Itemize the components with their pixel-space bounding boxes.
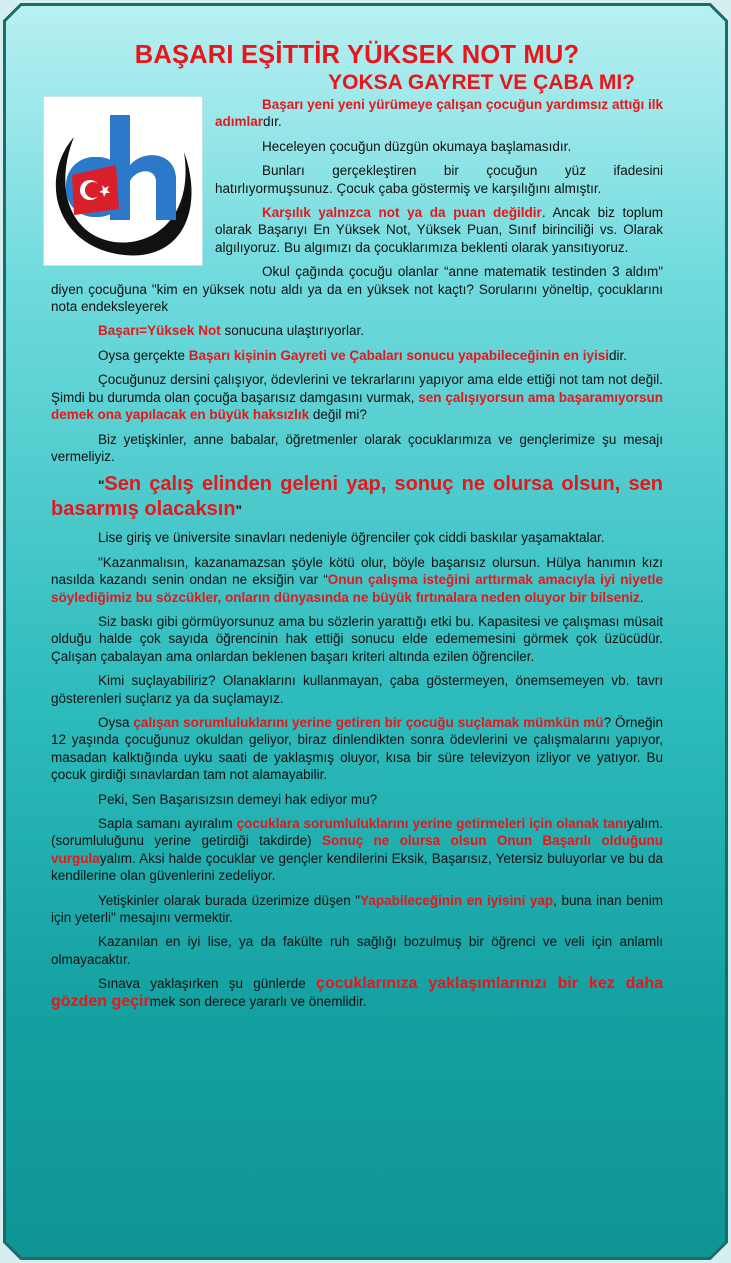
paragraph-4: Karşılık yalnızca not ya da puan değildir. Ancak biz toplum olarak Başarıyı En Yüksek Not, Yüksek Puan, Sınıf birinciliği vs. Olarak algılıyoruz. Bu algımızı da çocuklarımıza beklenti olarak yansıtıyoruz. [215, 205, 663, 255]
paragraph-13: Siz baskı gibi görmüyorsunuz ama bu sözlerin yarattığı etki bu. Kapasitesi ve çalışması müsait olduğu halde çok sayıda öğrencinin hak ettiği sonucu elde edememesini görmek çok üzücüdür. Çalışan çabalayan ama onlardan beklenen başarı kriteri altında ezilen öğrenciler. [51, 613, 663, 664]
paragraph-18: Yetişkinler olarak burada üzerimize düşen "Yapabileceğinin en iyisini yap, buna inan benim için yeterli" mesajını vermektir. [51, 892, 663, 926]
paragraph-17: Sapla samanı ayıralım çocuklara sorumluluklarını yerine getirmeleri için olanak tanıyalım.(sorumluluğunu yerine getirdiği takdirde) Sonuç ne olursa olsun Onun Başarılı olduğunu vurgulayalım. Aksi halde çocuklar ve gençler kendilerini Eksik, Başarısız, Yetersiz buluyorlar ve bu da kendilerine olan güvenlerini zedeliyor. [51, 816, 664, 884]
svg-text:dh: dh [56, 152, 58, 153]
paragraph-20: Sınava yaklaşırken şu günlerde çocuklarınıza yaklaşımlarınızı bir kez daha gözden geçirmek son derece yararlı ve önemlidir. [51, 975, 663, 1010]
paragraph-2: Heceleyen çocuğun düzgün okumaya başlamasıdır. [262, 138, 572, 154]
main-title: BAŞARI EŞİTTİR YÜKSEK NOT MU? [134, 41, 580, 69]
paragraph-10-quote: "Sen çalış elinden geleni yap, sonuç ne olursa olsun, sen basarmış olacaksın" [51, 473, 663, 521]
paragraph-7: Oysa gerçekte Başarı kişinin Gayreti ve Çabaları sonucu yapabileceğinin en iyisidir. [98, 347, 627, 363]
paragraph-19: Kazanılan en iyi lise, ya da fakülte ruh sağlığı bozulmuş bir öğrenci ve veli için anlamlı olmayacaktır. [51, 934, 663, 967]
paragraph-11: Lise giriş ve üniversite sınavları nedeniyle öğrenciler çok ciddi baskılar yaşamaktalar. [98, 530, 605, 546]
paragraph-1: Başarı yeni yeni yürümeye çalışan çocuğun yardımsız attığı ilk adımlardır. [215, 97, 663, 130]
paragraph-6: Başarı=Yüksek Not sonucuna ulaştırıyorlar. [98, 323, 365, 339]
paragraph-3: Bunları gerçekleştiren bir çocuğun yüz ifadesini hatırlıyormuşsunuz. Çocuk çaba göstermiş ve karşılığını almıştır. [215, 163, 663, 196]
paragraph-12: "Kazanmalısın, kazanamazsan şöyle kötü olur, böyle başarısız olursun. Hülya hanımın kızı nasılda kazandı senin ondan ne eksiğin var “Onun çalışma isteğini arttırmak amacıyla iyi niyetle söylediğimiz bu sözcükler, onların dünyasında ne büyük fırtınalara neden oluyor bir bilseniz. [51, 554, 663, 605]
subtitle: YOKSA GAYRET VE ÇABA MI? [328, 71, 635, 94]
dh-logo [43, 96, 203, 266]
paragraph-14: Kimi suçlayabiliriz? Olanaklarını kullanmayan, çaba göstermeyen, önemsemeyen vb. tavrı gösterenleri suçlarız ya da suçlamayız. [51, 673, 663, 706]
paragraph-16: Peki, Sen Başarısızsın demeyi hak ediyor mu? [98, 791, 378, 807]
paragraph-9: Biz yetişkinler, anne babalar, öğretmenler olarak çocuklarımıza ve gençlerimize şu mesajı vermeliyiz. [51, 431, 663, 464]
logo-mark-icon [44, 97, 202, 265]
paragraph-5: Okul çağında çocuğu olanlar “anne matematik testinden 3 aldım" diyen çocuğuna "kim en yüksek notu aldı ya da en yüksek not kaçtı? Sorularını yöneltip, çocuklarını nota endeksleyerek [51, 264, 663, 315]
article [51, 40, 663, 1017]
paragraph-8: Çocuğunuz dersini çalışıyor, ödevlerini ve tekrarlarını yapıyor ama elde ettiği not tam not değil. Şimdi bu durumda olan çocuğa başarısız damgasını vurmak, sen çalışıyorsun ama başaramıyorsun demek ona yapılacak en büyük haksızlık değil mi? [51, 372, 663, 423]
paragraph-15: Oysa çalışan sorumluluklarını yerine getiren bir çocuğu suçlamak mümkün mü? Örneğin 12 yaşında çocuğunuz okuldan geliyor, biraz dinlendikten sonra ödevlerini ve çalışmalarını yapıyor, masadan kalktığında uyku saati de yaklaşmış oluyor, kısa bir süre televizyon izliyor ve yatıyor. Bu çocuk girdiği sınavlardan tam not alamayabilir. [51, 714, 664, 783]
